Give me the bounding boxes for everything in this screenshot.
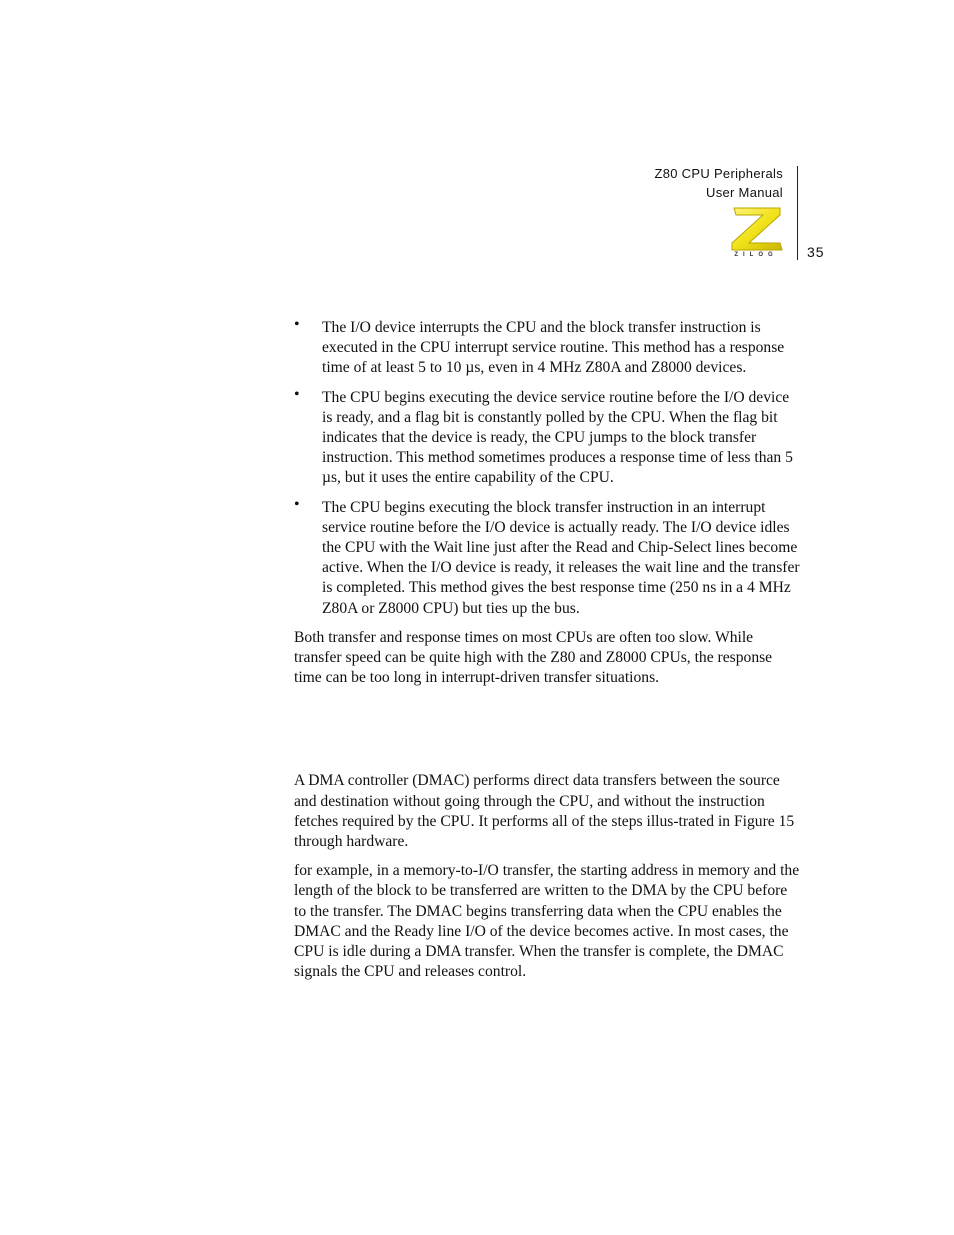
dmac-example-paragraph: for example, in a memory-to-I/O transfer, the starting address in memory and the length of the block to be transferred are written to the DMA by the CPU before to the transfer. The DMAC begins transferring data when the CPU enables the DMAC and the Ready line I/O of the device becomes active. In most cases, the CPU is idle during a DMA transfer. When the transfer is complete, the DMAC signals the CPU and releases control. — [294, 862, 800, 981]
bullet-text: The I/O device interrupts the CPU and the block transfer instruction is executed in the CPU interrupt service routine. This method has a response time of at least 5 to 10 µs, even in 4 MHz Z80A and Z8000 devices. — [322, 319, 785, 377]
list-item — [294, 385, 800, 489]
zilog-z-icon — [728, 206, 784, 252]
bullet-icon: • — [294, 385, 300, 403]
logo-wordmark: ZILOG — [734, 252, 778, 258]
page-body — [294, 318, 800, 991]
zilog-logo — [728, 206, 784, 262]
section-spacer — [294, 697, 800, 771]
bullet-list — [294, 318, 800, 619]
header-subtitle: User Manual — [706, 185, 783, 200]
page-number: 35 — [807, 244, 825, 260]
header-divider — [797, 166, 798, 260]
bullet-text: The CPU begins executing the device service routine before the I/O device is ready, and a flag bit is constantly polled by the CPU. When the flag bit indicates that the device is ready, the CPU jumps to the block transfer instruction. This method sometimes produces a response time of less than 5 µs, but it uses the entire capability of the CPU. — [322, 388, 793, 487]
list-item — [294, 495, 800, 619]
bullet-text: The CPU begins executing the block transfer instruction in an interrupt service routine before the I/O device is actually ready. The I/O device idles the CPU with the Wait line just after the Read and Chip-Select lines become active. When the I/O device is ready, it releases the wait line and the transfer is completed. This method gives the best response time (250 ns in a 4 MHz Z80A or Z8000 CPU) but ties up the bus. — [322, 498, 800, 617]
list-item — [294, 318, 800, 379]
header-title: Z80 CPU Peripherals — [654, 166, 783, 181]
bullet-icon: • — [294, 316, 300, 333]
running-header — [560, 164, 783, 202]
summary-paragraph: Both transfer and response times on most CPUs are often too slow. While transfer speed can be quite high with the Z80 and Z8000 CPUs, the response time can be too long in interrupt-driven transfer situations. — [294, 628, 773, 687]
bullet-icon: • — [294, 495, 300, 513]
dmac-intro-paragraph: A DMA controller (DMAC) performs direct data transfers between the source and destination without going through the CPU, and without the instruction fetches required by the CPU. It performs all of the steps illus-trated in Figure 15 through hardware. — [294, 772, 795, 851]
